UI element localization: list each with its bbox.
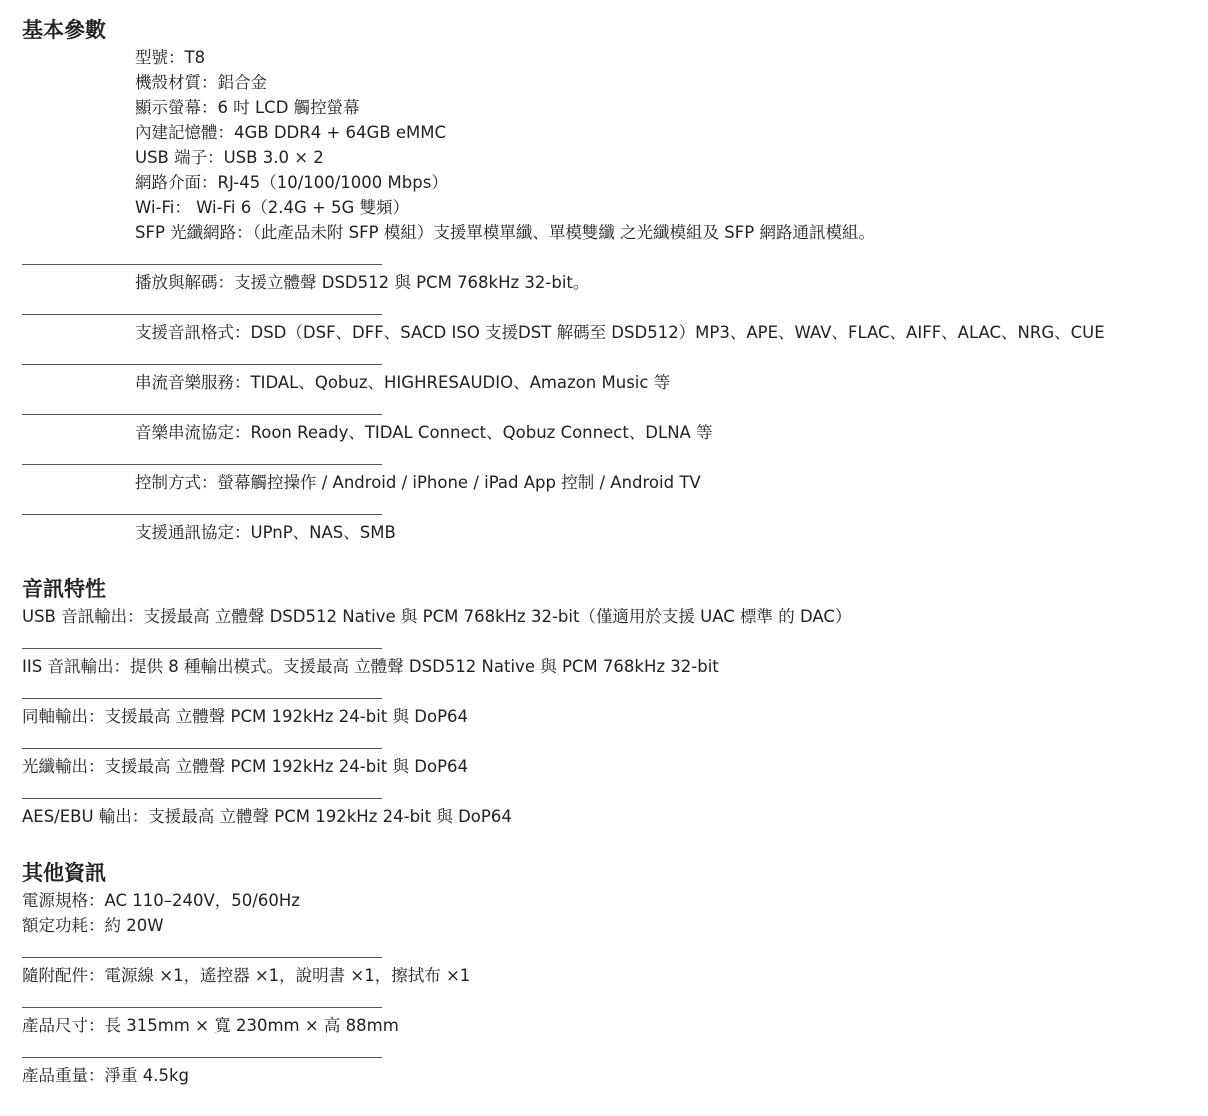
spec-item-control: 控制方式：螢幕觸控操作 / Android / iPhone / iPad App 控制 / Android TV	[135, 473, 701, 492]
audio-item-usb: USB 音訊輸出：支援最高 立體聲 DSD512 Native 與 PCM 768kHz 32-bit（僅適用於支援 UAC 標準 的 DAC）	[22, 607, 852, 626]
spec-line-sfp: SFP 光纖網路：（此產品未附 SFP 模組）支援單模單纖、單模雙纖 之光纖模組及 SFP 網路通訊模組。	[135, 223, 875, 242]
spec-line-memory: 內建記憶體：4GB DDR4 + 64GB eMMC	[135, 123, 447, 142]
divider	[22, 1007, 382, 1008]
spec-line-usb-ports: USB 端子：USB 3.0 × 2	[135, 148, 324, 167]
divider	[22, 1057, 382, 1058]
divider	[22, 957, 382, 958]
section-title-other: 其他資訊	[22, 861, 106, 885]
audio-item-coaxial: 同軸輸出：支援最高 立體聲 PCM 192kHz 24-bit 與 DoP64	[22, 707, 469, 726]
divider	[22, 698, 382, 699]
section-title-basic: 基本參數	[22, 18, 106, 42]
audio-item-optical: 光纖輸出：支援最高 立體聲 PCM 192kHz 24-bit 與 DoP64	[22, 757, 469, 776]
divider	[22, 514, 382, 515]
other-line-power: 電源規格：AC 110–240V，50/60Hz	[22, 891, 300, 910]
divider	[22, 414, 382, 415]
audio-item-aes-ebu: AES/EBU 輸出：支援最高 立體聲 PCM 192kHz 24-bit 與 DoP64	[22, 807, 512, 826]
other-line-consumption: 額定功耗：約 20W	[22, 916, 164, 935]
divider	[22, 648, 382, 649]
spec-item-playback: 播放與解碼：支援立體聲 DSD512 與 PCM 768kHz 32-bit。	[135, 273, 590, 292]
divider	[22, 464, 382, 465]
other-item-weight: 產品重量：淨重 4.5kg	[22, 1066, 190, 1085]
divider	[22, 314, 382, 315]
spec-item-network-protocols: 支援通訊協定：UPnP、NAS、SMB	[135, 523, 396, 542]
section-title-audio: 音訊特性	[22, 577, 106, 601]
spec-line-network: 網路介面：RJ-45（10/100/1000 Mbps）	[135, 173, 448, 192]
audio-item-iis: IIS 音訊輸出：提供 8 種輸出模式。支援最高 立體聲 DSD512 Native 與 PCM 768kHz 32-bit	[22, 657, 719, 676]
spec-line-model: 型號：T8	[135, 48, 206, 67]
other-item-dimensions: 產品尺寸：長 315mm × 寬 230mm × 高 88mm	[22, 1016, 399, 1035]
spec-line-chassis: 機殼材質：鋁合金	[135, 73, 267, 92]
spec-item-streaming-services: 串流音樂服務：TIDAL、Qobuz、HIGHRESAUDIO、Amazon Music 等	[135, 373, 671, 392]
divider	[22, 798, 382, 799]
spec-item-formats: 支援音訊格式：DSD（DSF、DFF、SACD ISO 支援DST 解碼至 DSD512）MP3、APE、WAV、FLAC、AIFF、ALAC、NRG、CUE	[135, 323, 1105, 342]
other-item-accessories: 隨附配件：電源線 ×1，遙控器 ×1，說明書 ×1，擦拭布 ×1	[22, 966, 471, 985]
divider	[22, 364, 382, 365]
divider	[22, 748, 382, 749]
spec-line-wifi: Wi-Fi： Wi-Fi 6（2.4G + 5G 雙頻）	[135, 198, 410, 217]
spec-item-streaming-protocols: 音樂串流協定：Roon Ready、TIDAL Connect、Qobuz Connect、DLNA 等	[135, 423, 713, 442]
divider	[22, 264, 382, 265]
spec-line-display: 顯示螢幕：6 吋 LCD 觸控螢幕	[135, 98, 360, 117]
